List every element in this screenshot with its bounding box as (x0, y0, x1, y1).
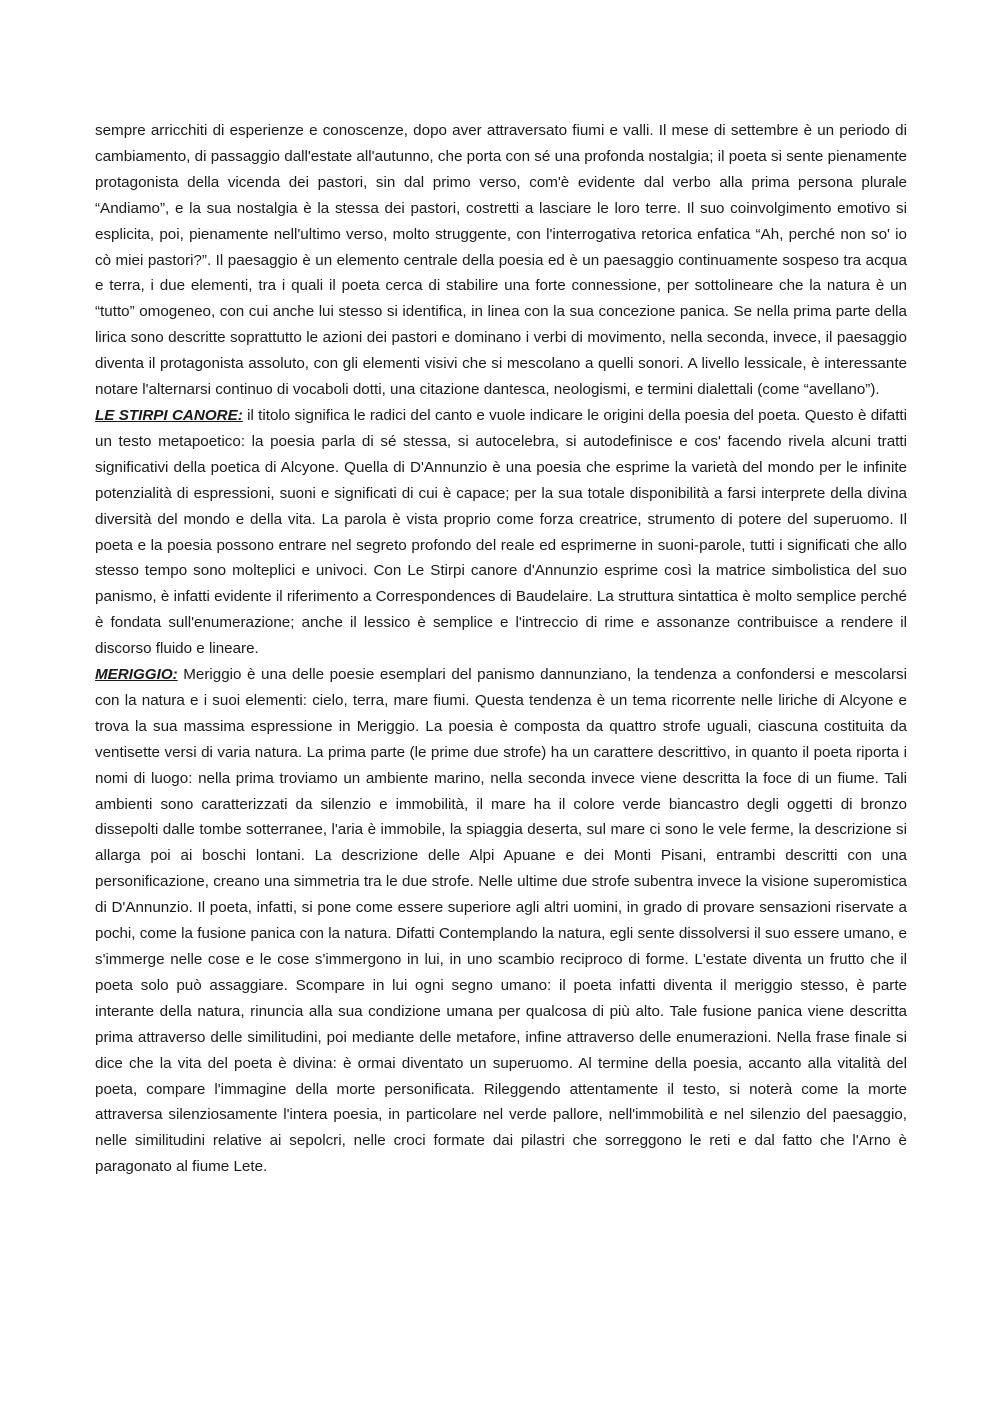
paragraph-stirpi-canore (95, 403, 907, 662)
document-page (95, 118, 907, 1180)
section-heading-meriggio: MERIGGIO: (95, 666, 178, 684)
paragraph-meriggio (95, 662, 907, 1180)
paragraph-text: sempre arricchiti di esperienze e conoscenze, dopo aver attraversato fiumi e valli. Il mese di settembre è un periodo di cambiamento, di passaggio dall'estate all'autunno, che porta con sé una profonda nostalgia; il poeta si sente pienamente protagonista della vicenda dei pastori, sin dal primo verso, com'è evidente dal verbo alla prima persona plurale “Andiamo”, e la sua nostalgia è la stessa dei pastori, costretti a lasciare le loro terre. Il suo coinvolgimento emotivo si esplicita, poi, pienamente nell'ultimo verso, molto struggente, con l'interrogativa retorica enfatica “Ah, perché non so' io cò miei pastori?”. Il paesaggio è un elemento centrale della poesia ed è un paesaggio continuamente sospeso tra acqua e terra, i due elementi, tra i quali il poeta cerca di stabilire una forte connessione, per sottolineare che la natura è un “tutto” omogeneo, con cui anche lui stesso si identifica, in linea con la sua concezione panica. Se nella prima parte della lirica sono descritte soprattutto le azioni dei pastori e dominano i verbi di movimento, nella seconda, invece, il paesaggio diventa il protagonista assoluto, con gli elementi visivi che si mescolano a quelli sonori. A livello lessicale, è interessante notare l'alternarsi continuo di vocaboli dotti, una citazione dantesca, neologismi, e termini dialettali (come “avellano”). (95, 122, 907, 399)
section-heading-stirpi-canore: LE STIRPI CANORE: (95, 406, 243, 424)
paragraph-settembre (95, 118, 907, 403)
paragraph-text: il titolo significa le radici del canto e vuole indicare le origini della poesia del poeta. Questo è difatti un testo metapoetico: la poesia parla di sé stessa, si autocelebra, si autodefinisce e cos' facendo rivela alcuni tratti significativi della poetica di Alcyone. Quella di D'Annunzio è una poesia che esprime la varietà del mondo per le infinite potenzialità di espressioni, suoni e significati di cui è capace; per la sua totale disponibilità a farsi interprete della divina diversità del mondo e della vita. La parola è vista proprio come forza creatrice, strumento di potere del superuomo. Il poeta e la poesia possono entrare nel segreto profondo del reale ed esprimerne in suoni-parole, tutti i significati che allo stesso tempo sono molteplici e univoci. Con Le Stirpi canore d'Annunzio esprime così la matrice simbolistica del suo panismo, è infatti evidente il riferimento a Correspondences di Baudelaire. La struttura sintattica è molto semplice perché è fondata sull'enumerazione; anche il lessico è semplice e l'intreccio di rime e assonanze contribuisce a rendere il discorso fluido e lineare. (95, 406, 908, 658)
paragraph-text: Meriggio è una delle poesie esemplari del panismo dannunziano, la tendenza a confondersi e mescolarsi con la natura e i suoi elementi: cielo, terra, mare fiumi. Questa tendenza è un tema ricorrente nelle liriche di Alcyone e trova la sua massima espressione in Meriggio. La poesia è composta da quattro strofe uguali, ciascuna costituita da ventisette versi di varia natura. La prima parte (le prime due strofe) ha un carattere descrittivo, in quanto il poeta riporta i nomi di luogo: nella prima troviamo un ambiente marino, nella seconda invece viene descritta la foce di un fiume. Tali ambienti sono caratterizzati da silenzio e immobilità, il mare ha il colore verde biancastro degli oggetti di bronzo dissepolti dalle tombe sotterranee, l'aria è immobile, la spiaggia deserta, sul mare ci sono le vele ferme, la descrizione si allarga poi ai boschi lontani. La descrizione delle Alpi Apuane e dei Monti Pisani, entrambi descritti con una personificazione, creano una simmetria tra le due strofe. Nelle ultime due strofe subentra invece la visione superomistica di D'Annunzio. Il poeta, infatti, si pone come essere superiore agli altri uomini, in grado di provare sensazioni riservate a pochi, come la fusione panica con la natura. Difatti Contemplando la natura, egli sente dissolversi il suo essere umano, e s'immerge nelle cose e le cose s'immergono in lui, in uno scambio reciproco di forme. L'estate diventa un frutto che il poeta solo può assaggiare. Scompare in lui ogni segno umano: il poeta infatti diventa il meriggio stesso, è parte interante della natura, rinuncia alla sua condizione umana per qualcosa di più alto. Tale fusione panica viene descritta prima attraverso delle similitudini, poi mediante delle metafore, infine attraverso delle enumerazioni. Nella frase finale si dice che la vita del poeta è divina: è ormai diventato un superuomo. Al termine della poesia, accanto alla vitalità del poeta, compare l'immagine della morte personificata. Rileggendo attentamente il testo, si noterà come la morte attraversa silenziosamente l'intera poesia, in particolare nel verde pallore, nell'immobilità e nel silenzio del paesaggio, nelle similitudini relative ai sepolcri, nelle croci formate dai pilastri che sorreggono le reti e dal fatto che l'Arno è paragonato al fiume Lete. (95, 666, 907, 1176)
